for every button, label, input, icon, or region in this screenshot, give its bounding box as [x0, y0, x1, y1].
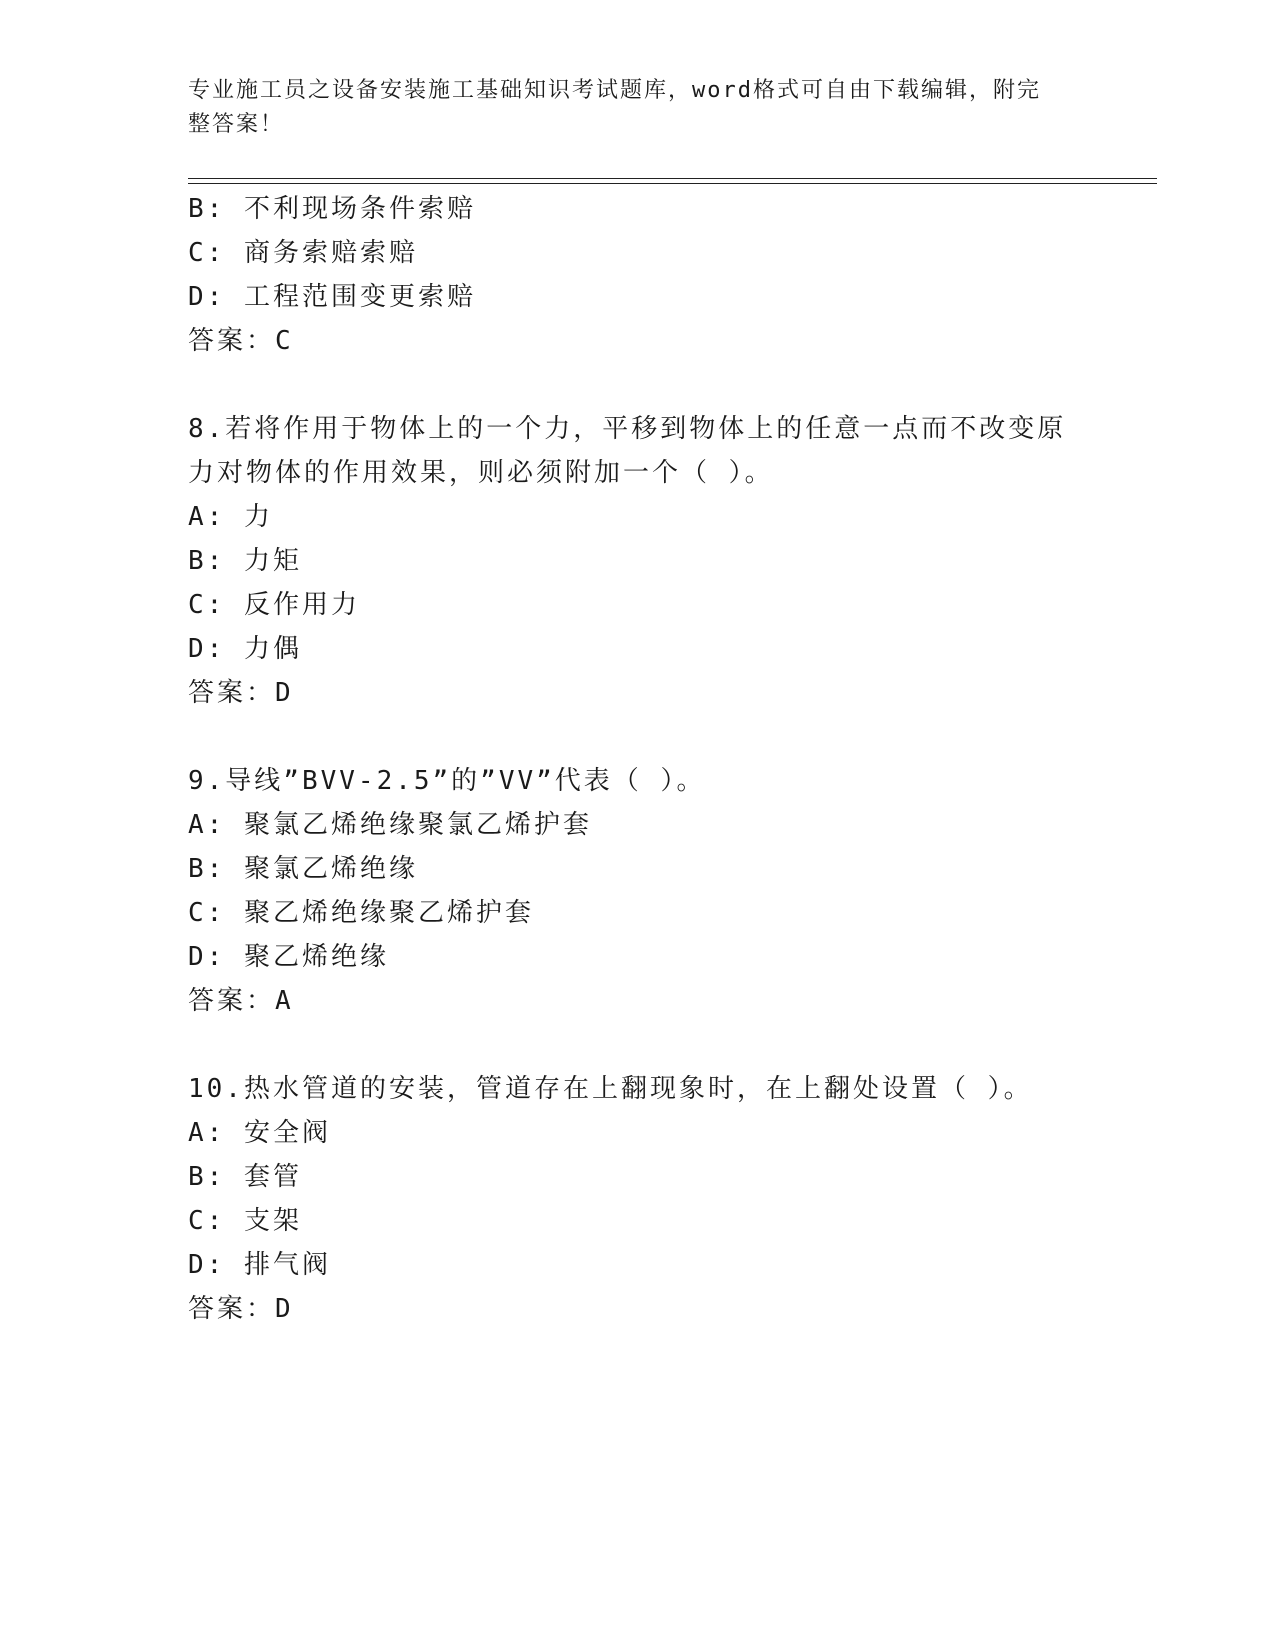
- header-divider-bottom: [188, 183, 1157, 184]
- header-line-2: 整答案！: [188, 112, 285, 137]
- answer-value: A: [275, 986, 294, 1016]
- answer-value: D: [275, 678, 294, 708]
- answer-label: 答案：: [188, 986, 276, 1016]
- question-9-answer: [188, 984, 294, 1018]
- option-d: D: 工程范围变更索赔: [188, 282, 476, 312]
- question-10-answer: [188, 1292, 294, 1326]
- question-10-option-d: D: 排气阀: [188, 1250, 331, 1280]
- question-10-stem: 10.热水管道的安装，管道存在上翻现象时，在上翻处设置（ ）。: [188, 1074, 1033, 1104]
- question-10-option-a: A: 安全阀: [188, 1118, 331, 1148]
- question-8-stem-line-1: 8.若将作用于物体上的一个力，平移到物体上的任意一点而不改变原: [188, 414, 1067, 444]
- header-line-1: 专业施工员之设备安装施工基础知识考试题库，word格式可自由下载编辑，附完: [188, 78, 1041, 103]
- question-8-answer: [188, 676, 294, 710]
- answer-line: [188, 324, 294, 358]
- question-8-stem-line-2: 力对物体的作用效果，则必须附加一个（ ）。: [188, 458, 774, 488]
- question-10-option-c: C: 支架: [188, 1206, 302, 1236]
- answer-label: 答案：: [188, 1294, 276, 1324]
- question-9-option-a: A: 聚氯乙烯绝缘聚氯乙烯护套: [188, 810, 592, 840]
- answer-label: 答案：: [188, 326, 276, 356]
- document-header: [188, 74, 1068, 142]
- question-8-option-c: C: 反作用力: [188, 590, 360, 620]
- question-9-option-b: B: 聚氯乙烯绝缘: [188, 854, 418, 884]
- question-9-stem: 9.导线”BVV-2.5”的”VV”代表（ ）。: [188, 766, 706, 796]
- answer-value: D: [275, 1294, 294, 1324]
- question-8-option-b: B: 力矩: [188, 546, 302, 576]
- option-b: B: 不利现场条件索赔: [188, 194, 476, 224]
- question-9-option-d: D: 聚乙烯绝缘: [188, 942, 389, 972]
- question-8-option-d: D: 力偶: [188, 634, 302, 664]
- question-10-option-b: B: 套管: [188, 1162, 302, 1192]
- answer-label: 答案：: [188, 678, 276, 708]
- option-c: C: 商务索赔索赔: [188, 238, 418, 268]
- answer-value: C: [275, 326, 294, 356]
- question-9-option-c: C: 聚乙烯绝缘聚乙烯护套: [188, 898, 534, 928]
- header-divider-top: [188, 178, 1157, 179]
- question-8-option-a: A: 力: [188, 502, 273, 532]
